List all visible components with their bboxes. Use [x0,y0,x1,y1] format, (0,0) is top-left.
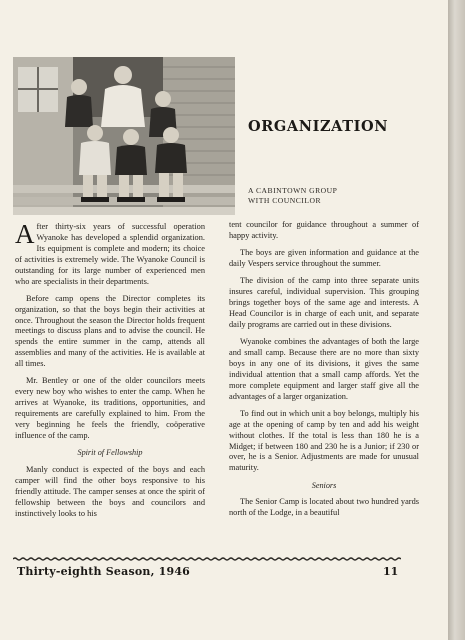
paragraph: Mr. Bentley or one of the older councilors meets every new boy who wishes to enter the camp. When he arrives at Wyanoke, its traditions, opportunities, and requirements are carefully explained to him. From the very beginning he feels the friendly, coöperative influence of the camp. [15,376,205,440]
group-photo [13,57,235,215]
paragraph: The boys are given information and guidance at the daily Vespers service throughout the summer. [229,248,419,269]
paragraph: Manly conduct is expected of the boys and each camper will find the other boys responsive to his friendly attitude. The camper senses at once the spirit of fellowship between the boys and councilors and instinctively looks to his [15,465,205,518]
left-column [15,219,205,526]
subheading: Seniors [311,480,337,490]
right-column [229,220,419,526]
subheading: Spirit of Fellowship [77,448,143,458]
paragraph: Before camp opens the Director completes its organization, so that the boys begin their activities at once. Throughout the season the Director holds frequent meetings to discuss plans and to advise the council. He spends the entire summer in the camp, attends all assemblies and many of the activities. He is available at all times. [15,293,205,369]
paragraph-text: fter thirty-six years of successful operation Wyanoke has developed a splendid organization. Its equipment is complete and modern; its choice of activities is extremely wide. The Wyanoke Council is outstanding for its large number of experienced men who are specialists in their departments. [15,222,205,286]
photo-caption [248,186,408,206]
paragraph [15,219,205,287]
paragraph: To find out in which unit a boy belongs, multiply his age at the opening of camp by ten and add his weight without clothes. If the total is less than 180 he is a Midget; if between 180 and 230 he is a Junior; if 230 or over, he is a Senior. Adjustments are made for unusual maturity. [229,408,419,473]
drop-cap: A [15,219,35,249]
caption-line-1: A CABINTOWN GROUP [248,186,338,195]
page-number: 11 [383,565,399,578]
paragraph: The Senior Camp is located about two hundred yards north of the Lodge, in a beautiful [229,497,419,518]
caption-line-2: WITH COUNCILOR [248,196,322,205]
page-edge [448,0,465,640]
photo-image [13,57,235,215]
paragraph: tent councilor for guidance throughout a summer of happy activity. [229,220,419,240]
page-title: ORGANIZATION [248,118,389,135]
paragraph: The division of the camp into three separate units insures careful, individual supervision. This grouping brings together boys of the same age and interests. A Head Councilor is in charge of each unit, and separate daily programs are carried out in these divisions. [229,276,419,329]
footer-rule [13,557,401,561]
paragraph: Wyanoke combines the advantages of both the large and small camp. Because there are no more than sixty boys in any one of its divisions, it gives the same individual attention that a small camp affords. Yet the more complete equipment and larger staff give all the advantages of a larger organization. [229,337,419,401]
footer-season: Thirty-eighth Season, 1946 [17,565,191,578]
